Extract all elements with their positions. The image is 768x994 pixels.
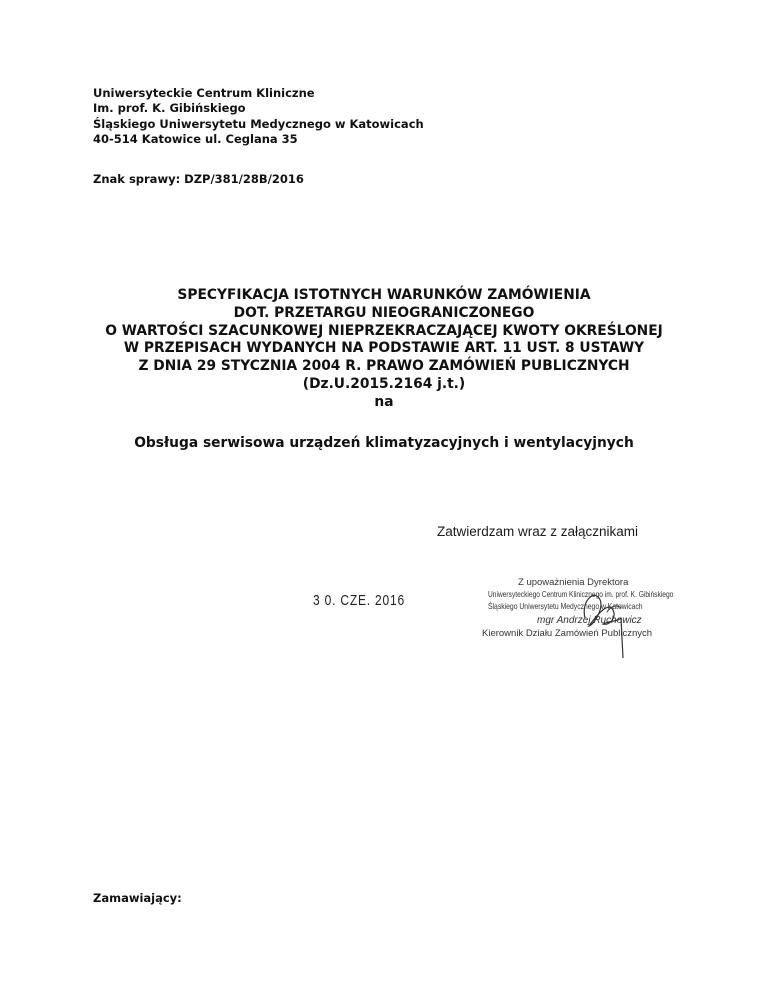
stamp-line-authorization: Z upoważnienia Dyrektora xyxy=(518,577,629,588)
title-line: SPECYFIKACJA ISTOTNYCH WARUNKÓW ZAMÓWIENIA xyxy=(177,287,591,303)
date-stamp: 3 0. CZE. 2016 xyxy=(313,592,405,609)
title-line: Z DNIA 29 STYCZNIA 2004 R. PRAWO ZAMÓWIEŃ PUBLICZNYCH xyxy=(138,358,630,375)
case-reference: Znak sprawy: DZP/381/28B/2016 xyxy=(93,172,304,186)
address-line-patron: Im. prof. K. Gibińskiego xyxy=(93,101,246,116)
handwritten-signature-icon xyxy=(555,582,655,658)
address-line-street: 40-514 Katowice ul. Ceglana 35 xyxy=(93,132,298,147)
stamp-line-signatory: mgr Andrzej Ruchowicz xyxy=(537,615,642,626)
address-line-university: Śląskiego Uniwersytetu Medycznego w Katowicach xyxy=(93,116,424,131)
title-line: W PRZEPISACH WYDANYCH NA PODSTAWIE ART. 11 UST. 8 USTAWY xyxy=(123,340,645,357)
approval-text: Zatwierdzam wraz z załącznikami xyxy=(437,524,639,539)
title-line: (Dz.U.2015.2164 j.t.) xyxy=(302,375,466,392)
tender-subject: Obsługa serwisowa urządzeń klimatyzacyjnych i wentylacyjnych xyxy=(134,435,634,451)
stamp-line-position: Kierownik Działu Zamówień Publicznych xyxy=(482,628,653,639)
orderer-label: Zamawiający: xyxy=(93,891,182,905)
title-line: DOT. PRZETARGU NIEOGRANICZONEGO xyxy=(233,304,535,321)
stamp-line-institution: Uniwersyteckiego Centrum Klinicznego im. prof. K. Gibińskiego xyxy=(488,589,674,599)
document-title xyxy=(0,287,768,412)
title-line: O WARTOŚCI SZACUNKOWEJ NIEPRZEKRACZAJĄCEJ KWOTY OKREŚLONEJ xyxy=(105,322,663,339)
address-line-institution: Uniwersyteckie Centrum Kliniczne xyxy=(93,86,315,100)
orderer-address-block xyxy=(93,86,424,148)
title-line: na xyxy=(374,393,394,410)
stamp-line-university: Śląskiego Uniwersytetu Medycznego w Katowicach xyxy=(488,601,643,611)
